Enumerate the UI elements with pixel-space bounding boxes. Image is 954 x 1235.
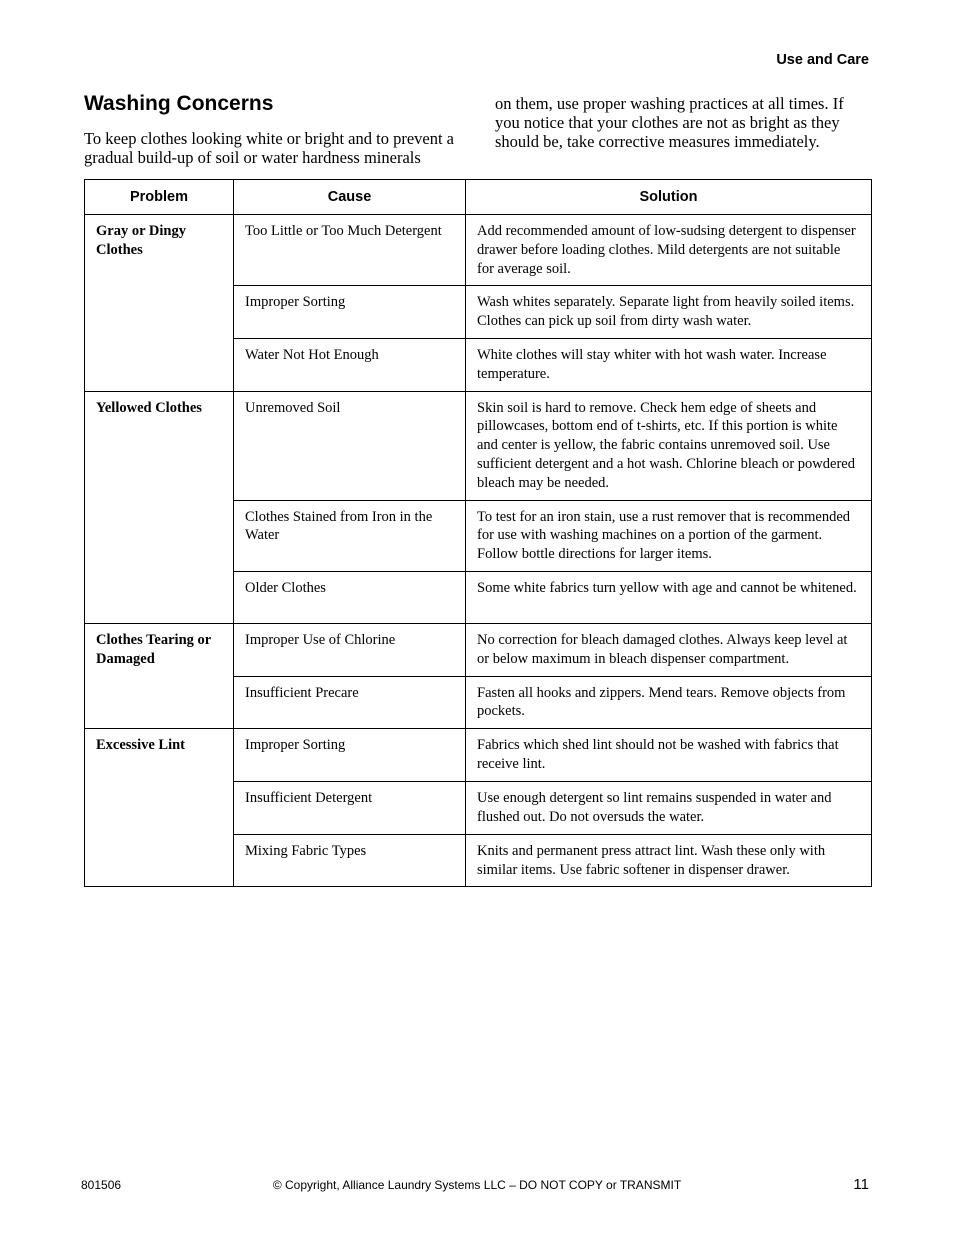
cause-cell: Older Clothes	[234, 571, 466, 623]
table-header-row	[85, 180, 872, 215]
cause-cell: Improper Use of Chlorine	[234, 623, 466, 676]
footer-page-number: 11	[853, 1176, 869, 1193]
solution-cell: Fabrics which shed lint should not be washed with fabrics that receive lint.	[466, 729, 872, 782]
table-row	[85, 729, 872, 782]
cause-cell: Insufficient Precare	[234, 676, 466, 729]
footer-doc-number: 801506	[81, 1178, 122, 1192]
solution-cell: Some white fabrics turn yellow with age and cannot be whitened.	[466, 571, 872, 623]
solution-cell: Skin soil is hard to remove. Check hem edge of sheets and pillowcases, bottom end of t-shirts, etc. If this portion is white and center is yellow, the fabric contains unremoved soil. Use sufficient detergent and a hot wash. Chlorine bleach or powdered bleach may be needed.	[466, 391, 872, 500]
section-header: Use and Care	[776, 52, 869, 68]
cause-cell: Water Not Hot Enough	[234, 338, 466, 391]
washing-concerns-table	[84, 179, 872, 887]
cause-cell: Too Little or Too Much Detergent	[234, 215, 466, 286]
cause-cell: Unremoved Soil	[234, 391, 466, 500]
cause-cell: Insufficient Detergent	[234, 782, 466, 835]
table-row	[85, 391, 872, 500]
column-header-solution: Solution	[466, 180, 872, 215]
problem-cell: Gray or Dingy Clothes	[85, 215, 234, 392]
solution-cell: Knits and permanent press attract lint. Wash these only with similar items. Use fabric softener in dispenser drawer.	[466, 834, 872, 887]
cause-cell: Mixing Fabric Types	[234, 834, 466, 887]
table-row	[85, 215, 872, 286]
problem-cell: Excessive Lint	[85, 729, 234, 887]
table-row	[85, 623, 872, 676]
solution-cell: Add recommended amount of low-sudsing detergent to dispenser drawer before loading clothes. Mild detergents are not suitable for average soil.	[466, 215, 872, 286]
intro-paragraph-left: To keep clothes looking white or bright and to prevent a gradual build-up of soil or water hardness minerals	[84, 129, 455, 167]
solution-cell: Fasten all hooks and zippers. Mend tears. Remove objects from pockets.	[466, 676, 872, 729]
cause-cell: Improper Sorting	[234, 286, 466, 339]
solution-cell: No correction for bleach damaged clothes. Always keep level at or below maximum in bleach dispenser compartment.	[466, 623, 872, 676]
column-header-cause: Cause	[234, 180, 466, 215]
column-header-problem: Problem	[85, 180, 234, 215]
solution-cell: Wash whites separately. Separate light from heavily soiled items. Clothes can pick up soil from dirty wash water.	[466, 286, 872, 339]
problem-cell: Clothes Tearing or Damaged	[85, 623, 234, 728]
solution-cell: To test for an iron stain, use a rust remover that is recommended for use with washing machines on a portion of the garment. Follow bottle directions for larger items.	[466, 500, 872, 571]
cause-cell: Clothes Stained from Iron in the Water	[234, 500, 466, 571]
intro-paragraph-right: on them, use proper washing practices at all times. If you notice that your clothes are not as bright as they should be, take corrective measures immediately.	[495, 94, 844, 151]
solution-cell: Use enough detergent so lint remains suspended in water and flushed out. Do not oversuds the water.	[466, 782, 872, 835]
problem-cell: Yellowed Clothes	[85, 391, 234, 623]
page-title: Washing Concerns	[84, 92, 274, 115]
footer-copyright: © Copyright, Alliance Laundry Systems LLC – DO NOT COPY or TRANSMIT	[272, 1178, 682, 1192]
solution-cell: White clothes will stay whiter with hot wash water. Increase temperature.	[466, 338, 872, 391]
cause-cell: Improper Sorting	[234, 729, 466, 782]
